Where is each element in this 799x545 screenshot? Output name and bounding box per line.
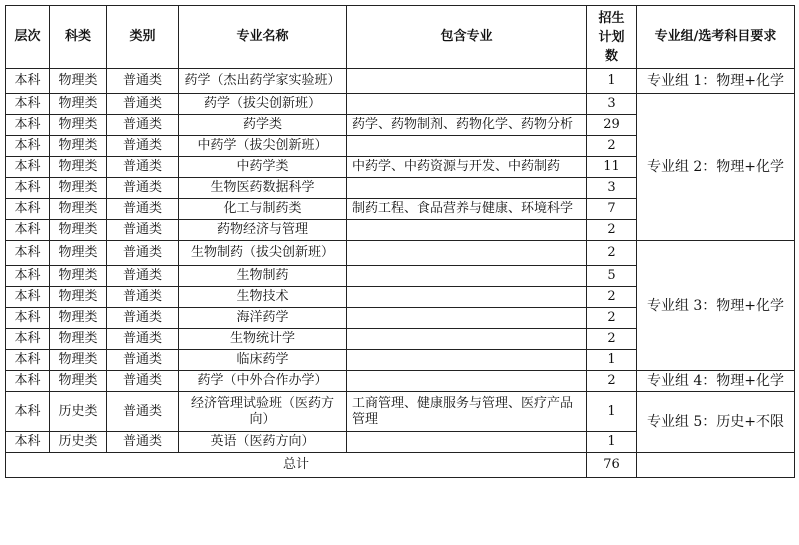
cell-includes (347, 371, 587, 392)
admission-plan-table (5, 5, 795, 478)
cell-plan: 5 (587, 266, 637, 287)
cell-subject: 物理类 (50, 308, 107, 329)
cell-subject: 物理类 (50, 136, 107, 157)
total-row (6, 453, 795, 478)
cell-category: 普通类 (107, 199, 179, 220)
cell-category: 普通类 (107, 115, 179, 136)
cell-category: 普通类 (107, 308, 179, 329)
cell-major: 化工与制药类 (179, 199, 347, 220)
cell-plan: 1 (587, 350, 637, 371)
cell-subject: 物理类 (50, 115, 107, 136)
cell-level: 本科 (6, 266, 50, 287)
cell-plan: 7 (587, 199, 637, 220)
cell-group-3: 专业组 3：物理+化学 (637, 241, 795, 371)
cell-major: 生物技术 (179, 287, 347, 308)
cell-includes (347, 220, 587, 241)
admission-plan-table-wrapper (5, 5, 795, 478)
cell-level: 本科 (6, 432, 50, 453)
cell-major: 药学（中外合作办学） (179, 371, 347, 392)
cell-subject: 物理类 (50, 220, 107, 241)
cell-category: 普通类 (107, 350, 179, 371)
header-includes: 包含专业 (347, 6, 587, 69)
cell-major: 中药学（拔尖创新班） (179, 136, 347, 157)
cell-includes: 中药学、中药资源与开发、中药制药 (347, 157, 587, 178)
cell-plan: 1 (587, 392, 637, 432)
cell-subject: 物理类 (50, 287, 107, 308)
cell-includes (347, 350, 587, 371)
cell-includes: 药学、药物制剂、药物化学、药物分析 (347, 115, 587, 136)
cell-includes (347, 69, 587, 94)
cell-category: 普通类 (107, 432, 179, 453)
cell-subject: 物理类 (50, 350, 107, 371)
cell-level: 本科 (6, 69, 50, 94)
cell-includes (347, 432, 587, 453)
cell-includes (347, 287, 587, 308)
cell-major: 中药学类 (179, 157, 347, 178)
cell-subject: 物理类 (50, 241, 107, 266)
cell-category: 普通类 (107, 178, 179, 199)
cell-includes: 工商管理、健康服务与管理、医疗产品管理 (347, 392, 587, 432)
cell-includes (347, 308, 587, 329)
cell-major: 药学（拔尖创新班） (179, 94, 347, 115)
cell-level: 本科 (6, 329, 50, 350)
cell-category: 普通类 (107, 371, 179, 392)
cell-includes (347, 241, 587, 266)
cell-category: 普通类 (107, 329, 179, 350)
cell-plan: 1 (587, 69, 637, 94)
cell-plan: 3 (587, 94, 637, 115)
cell-subject: 物理类 (50, 329, 107, 350)
cell-subject: 物理类 (50, 178, 107, 199)
header-plan: 招生 计划 数 (587, 6, 637, 69)
cell-major: 生物制药（拔尖创新班） (179, 241, 347, 266)
cell-major: 临床药学 (179, 350, 347, 371)
cell-category: 普通类 (107, 94, 179, 115)
cell-subject: 历史类 (50, 392, 107, 432)
cell-plan: 3 (587, 178, 637, 199)
cell-category: 普通类 (107, 157, 179, 178)
cell-group-4: 专业组 4：物理+化学 (637, 371, 795, 392)
cell-level: 本科 (6, 241, 50, 266)
cell-category: 普通类 (107, 287, 179, 308)
header-group: 专业组/选考科目要求 (637, 6, 795, 69)
cell-includes (347, 94, 587, 115)
table-row (6, 392, 795, 432)
cell-level: 本科 (6, 220, 50, 241)
cell-major: 生物医药数据科学 (179, 178, 347, 199)
cell-level: 本科 (6, 157, 50, 178)
cell-subject: 物理类 (50, 199, 107, 220)
cell-plan: 2 (587, 241, 637, 266)
cell-category: 普通类 (107, 392, 179, 432)
cell-subject: 物理类 (50, 371, 107, 392)
cell-level: 本科 (6, 199, 50, 220)
cell-subject: 物理类 (50, 266, 107, 287)
cell-plan: 2 (587, 308, 637, 329)
cell-includes (347, 136, 587, 157)
cell-level: 本科 (6, 94, 50, 115)
cell-plan: 29 (587, 115, 637, 136)
total-value: 76 (587, 453, 637, 478)
header-level: 层次 (6, 6, 50, 69)
cell-plan: 2 (587, 287, 637, 308)
cell-subject: 物理类 (50, 157, 107, 178)
cell-category: 普通类 (107, 241, 179, 266)
header-category: 类别 (107, 6, 179, 69)
cell-plan: 2 (587, 220, 637, 241)
cell-major: 经济管理试验班（医药方向） (179, 392, 347, 432)
total-group-empty (637, 453, 795, 478)
cell-plan: 1 (587, 432, 637, 453)
table-row (6, 94, 795, 115)
cell-major: 生物统计学 (179, 329, 347, 350)
cell-plan: 11 (587, 157, 637, 178)
cell-major: 药物经济与管理 (179, 220, 347, 241)
cell-level: 本科 (6, 287, 50, 308)
header-major: 专业名称 (179, 6, 347, 69)
cell-category: 普通类 (107, 266, 179, 287)
table-row (6, 371, 795, 392)
cell-subject: 物理类 (50, 69, 107, 94)
cell-group-5: 专业组 5：历史+不限 (637, 392, 795, 453)
cell-plan: 2 (587, 136, 637, 157)
cell-subject: 物理类 (50, 94, 107, 115)
cell-group-2: 专业组 2：物理+化学 (637, 94, 795, 241)
cell-includes (347, 329, 587, 350)
cell-major: 英语（医药方向） (179, 432, 347, 453)
cell-group-1: 专业组 1：物理+化学 (637, 69, 795, 94)
cell-plan: 2 (587, 371, 637, 392)
cell-level: 本科 (6, 115, 50, 136)
cell-level: 本科 (6, 350, 50, 371)
table-row (6, 69, 795, 94)
cell-includes: 制药工程、食品营养与健康、环境科学 (347, 199, 587, 220)
cell-subject: 历史类 (50, 432, 107, 453)
cell-category: 普通类 (107, 136, 179, 157)
cell-category: 普通类 (107, 220, 179, 241)
cell-level: 本科 (6, 371, 50, 392)
total-label: 总计 (6, 453, 587, 478)
cell-level: 本科 (6, 178, 50, 199)
table-row (6, 241, 795, 266)
cell-major: 药学类 (179, 115, 347, 136)
cell-level: 本科 (6, 392, 50, 432)
cell-includes (347, 266, 587, 287)
cell-major: 药学（杰出药学家实验班） (179, 69, 347, 94)
cell-major: 海洋药学 (179, 308, 347, 329)
header-row (6, 6, 795, 69)
cell-level: 本科 (6, 308, 50, 329)
cell-level: 本科 (6, 136, 50, 157)
cell-major: 生物制药 (179, 266, 347, 287)
cell-plan: 2 (587, 329, 637, 350)
cell-category: 普通类 (107, 69, 179, 94)
cell-includes (347, 178, 587, 199)
header-subject: 科类 (50, 6, 107, 69)
